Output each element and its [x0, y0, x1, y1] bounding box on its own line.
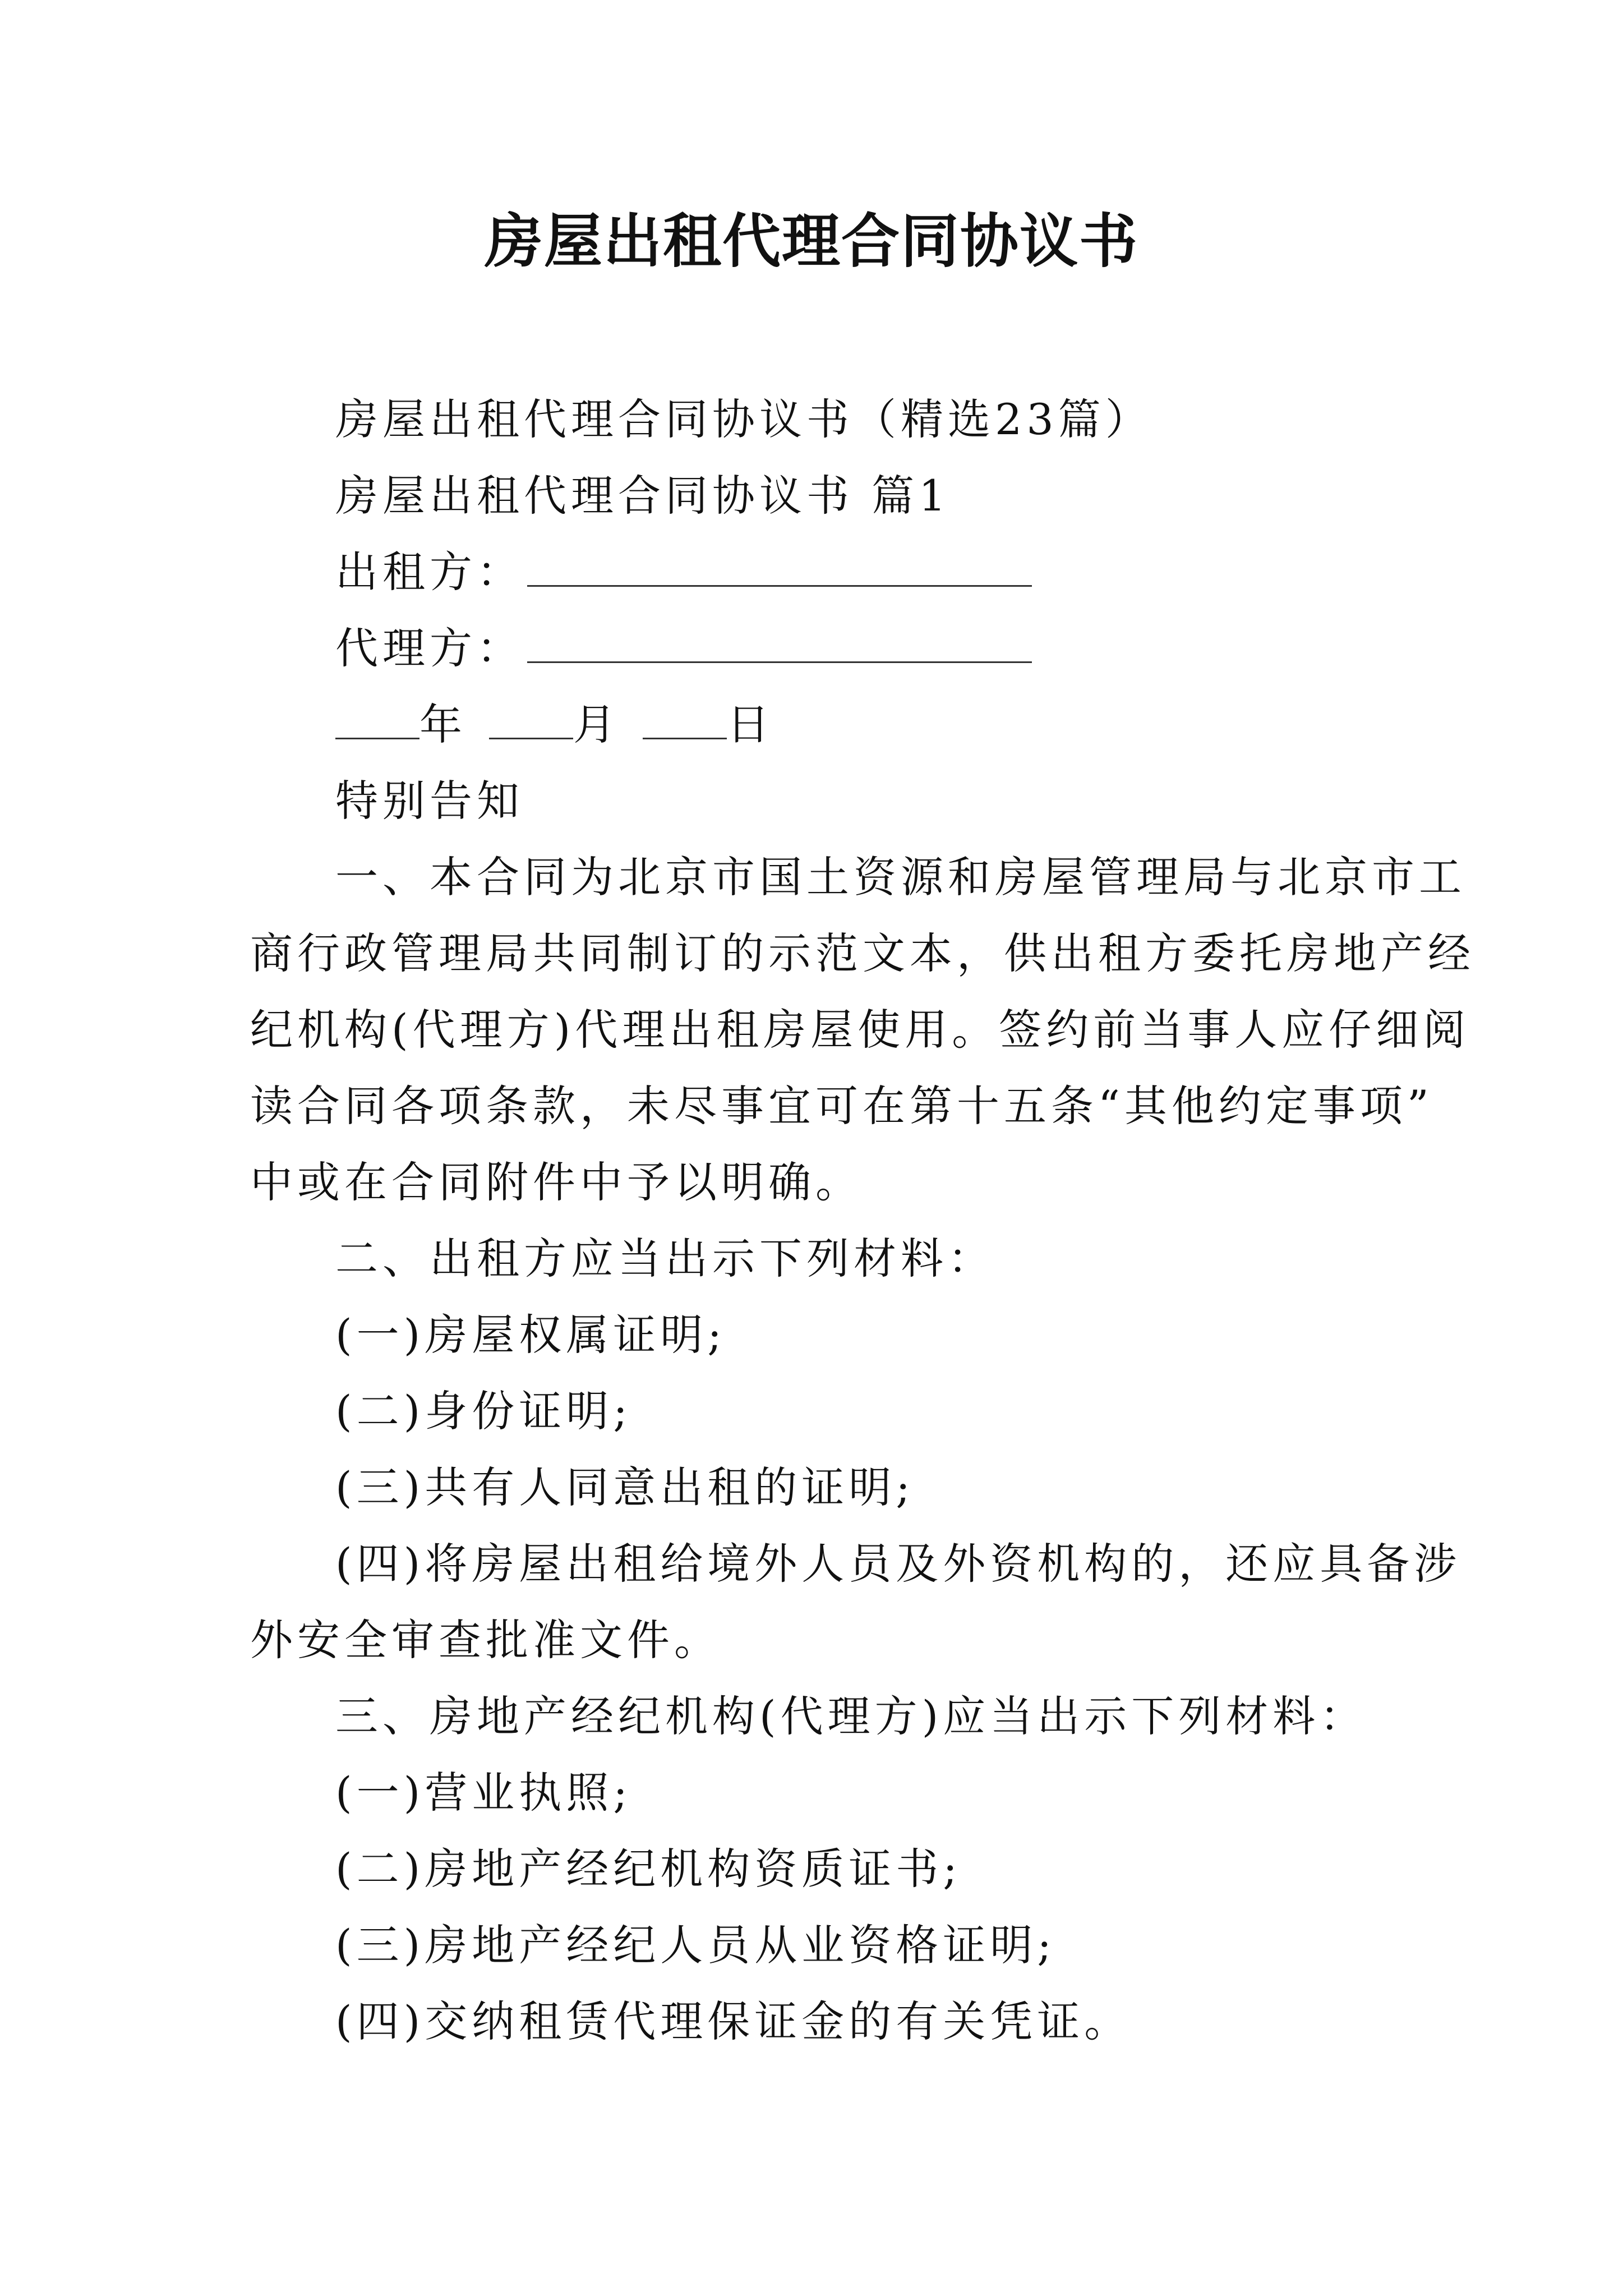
year-blank [335, 698, 419, 739]
section-heading: 房屋出租代理合同协议书 篇1 [335, 471, 951, 521]
paragraph-line: 商行政管理局共同制订的示范文本，供出租方委托房地产经 [250, 928, 1475, 978]
list-item: (四)将房屋出租给境外人员及外资机构的，还应具备涉 [335, 1539, 1461, 1589]
document-title: 房屋出租代理合同协议书 [484, 207, 1138, 275]
list-item: (二)身份证明; [335, 1386, 632, 1436]
list-item-continuation: 外安全审查批准文件。 [250, 1615, 721, 1665]
subtitle: 房屋出租代理合同协议书（精选23篇） [335, 394, 1152, 444]
list-item: (四)交纳租赁代理保证金的有关凭证。 [335, 1996, 1132, 2046]
list-item: (三)房地产经纪人员从业资格证明; [335, 1920, 1056, 1970]
list-item: (三)共有人同意出租的证明; [335, 1462, 915, 1512]
clause-1 [250, 839, 1475, 1221]
paragraph-line: 一、本合同为北京市国土资源和房屋管理局与北京市工 [335, 852, 1466, 902]
clause-2-heading: 二、出租方应当出示下列材料： [335, 1234, 995, 1283]
document-body [250, 381, 1475, 2060]
paragraph-line: 中或在合同附件中予以明确。 [250, 1157, 863, 1207]
month-blank [489, 698, 573, 739]
lessor-blank [527, 546, 1032, 587]
paragraph-line: 读合同各项条款，未尽事宜可在第十五条“其他约定事项” [250, 1081, 1433, 1131]
list-item: (二)房地产经纪机构资质证书; [335, 1844, 962, 1894]
lessor-line [250, 534, 1394, 610]
paragraph-line: 纪机构(代理方)代理出租房屋使用。签约前当事人应仔细阅 [250, 1005, 1470, 1055]
clause-3-heading: 三、房地产经纪机构(代理方)应当出示下列材料： [335, 1691, 1367, 1741]
lessor-label: 出租方： [335, 547, 524, 597]
day-label: 日 [727, 700, 774, 749]
agent-blank [527, 622, 1032, 663]
date-line [250, 687, 1394, 763]
notice-heading: 特别告知 [335, 776, 524, 826]
year-label: 年 [419, 700, 467, 749]
list-item: (一)营业执照; [335, 1768, 632, 1818]
day-blank [643, 698, 727, 739]
agent-line [250, 610, 1394, 687]
agent-label: 代理方： [335, 623, 524, 673]
list-item: (一)房屋权属证明; [335, 1310, 726, 1360]
month-label: 月 [573, 700, 620, 749]
